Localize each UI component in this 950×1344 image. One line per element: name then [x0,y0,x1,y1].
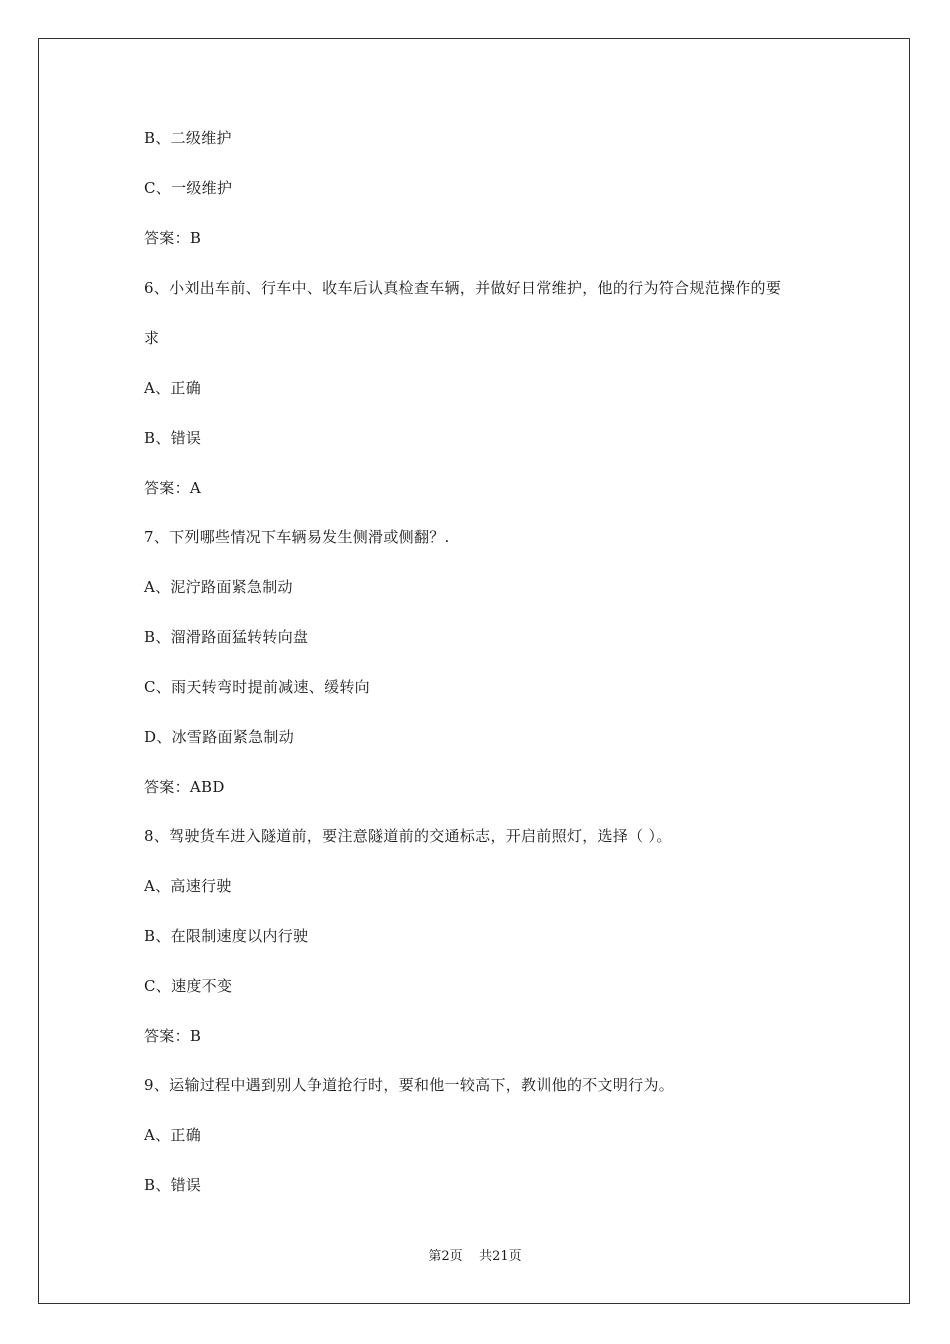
answer-q5: 答案：B [144,229,202,247]
option-a-q9: A、正确 [144,1126,202,1144]
question-6-continued: 求 [144,329,160,347]
option-a-q6: A、正确 [144,379,202,397]
option-d-q7: D、冰雪路面紧急制动 [144,728,295,746]
option-b-q9: B、错误 [144,1176,202,1194]
option-b-q5: B、二级维护 [144,129,232,147]
option-a-q8: A、高速行驶 [144,877,232,895]
question-9: 9、运输过程中遇到别人争道抢行时，要和他一较高下，教训他的不文明行为。 [144,1076,675,1094]
answer-q8: 答案：B [144,1027,202,1045]
option-b-q7: B、溜滑路面猛转转向盘 [144,628,309,646]
answer-q6: 答案：A [144,479,202,497]
question-7: 7、下列哪些情况下车辆易发生侧滑或侧翻？. [144,528,450,546]
option-c-q7: C、雨天转弯时提前减速、缓转向 [144,678,370,696]
option-b-q6: B、错误 [144,429,202,447]
question-8: 8、驾驶货车进入隧道前，要注意隧道前的交通标志，开启前照灯，选择（ ）。 [144,827,672,845]
option-c-q5: C、一级维护 [144,179,233,197]
option-c-q8: C、速度不变 [144,977,233,995]
answer-q7: 答案：ABD [144,778,225,796]
page-number-footer: 第2页 共21页 [428,1249,522,1264]
option-b-q8: B、在限制速度以内行驶 [144,927,309,945]
question-6: 6、小刘出车前、行车中、收车后认真检查车辆，并做好日常维护，他的行为符合规范操作的要 [144,279,782,297]
option-a-q7: A、泥泞路面紧急制动 [144,578,293,596]
